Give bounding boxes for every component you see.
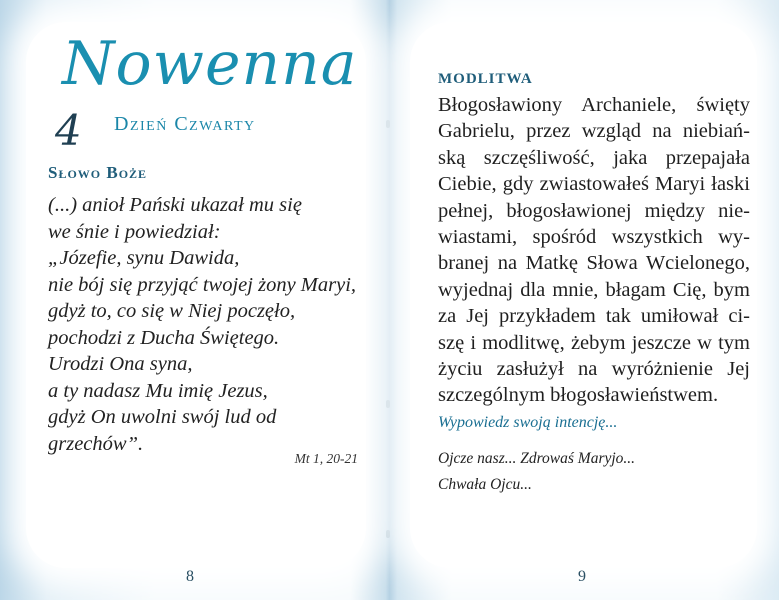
prayer-heading: MODLITWA <box>438 71 533 87</box>
right-page <box>390 0 779 600</box>
scripture-line: (...) anioł Pański ukazał mu się <box>48 194 302 216</box>
day-name: Dzień Czwarty <box>114 113 256 135</box>
scripture-line: grzechów”. <box>48 432 144 455</box>
prayer-line: szę i modlitwę, żebym jeszcze w tym <box>438 331 750 354</box>
prayer-line: Ciebie, gdy zwiastowałeś Maryi łaski <box>438 173 750 196</box>
word-of-god-heading: Słowo Boże <box>48 163 148 182</box>
scripture-reference: Mt 1, 20-21 <box>294 451 358 466</box>
day-number: 4 <box>55 106 82 155</box>
prayer-line: Gabrielu, przez wzgląd na niebiań- <box>438 120 750 143</box>
scripture-line: gdyż On uwolni swój lud od <box>48 406 277 428</box>
closing-line: Ojcze nasz... Zdrowaś Maryjo... <box>438 450 636 467</box>
prayer-line: wyjednaj dla mnie, błagam Cię, bym <box>438 278 750 301</box>
closing-prayers <box>438 446 635 498</box>
prayer-line: wiastami, spośród wszystkich wy- <box>438 225 750 248</box>
scripture-line: gdyż to, co się w Niej poczęło, <box>48 300 296 322</box>
prayer-line: za Jej przykładem tak umiłował ci- <box>438 305 750 328</box>
prayer-line: pełnej, błogosławionej między nie- <box>438 199 750 222</box>
scripture-passage <box>48 192 363 457</box>
scripture-line: pochodzi z Ducha Świętego. <box>48 326 280 349</box>
scripture-line: a ty nadasz Mu imię Jezus, <box>48 379 268 402</box>
prayer-line: ską szczęśliwość, jaka przepajała <box>438 146 750 169</box>
left-page <box>0 0 388 600</box>
prayer-text <box>438 92 750 409</box>
scripture-line: Urodzi Ona syna, <box>48 353 193 375</box>
prayer-line: życiu zasłużył na wyróżnienie Jej <box>438 357 750 380</box>
prayer-line: branej na Matkę Słowa Wcielonego, <box>438 252 750 275</box>
scripture-line: „Józefie, synu Dawida, <box>48 247 240 269</box>
intention-prompt: Wypowiedz swoją intencję... <box>438 414 618 431</box>
scripture-line: we śnie i powiedział: <box>48 220 221 243</box>
prayer-line: Błogosławiony Archaniele, święty <box>438 94 750 116</box>
page-number: 9 <box>578 568 586 585</box>
novena-title: Nowenna <box>62 29 358 99</box>
scripture-line: nie bój się przyjąć twojej żony Maryi, <box>48 273 357 296</box>
closing-line: Chwała Ojcu... <box>438 476 532 493</box>
prayer-line: szczególnym błogosławieństwem. <box>438 384 719 407</box>
page-number: 8 <box>186 568 194 585</box>
